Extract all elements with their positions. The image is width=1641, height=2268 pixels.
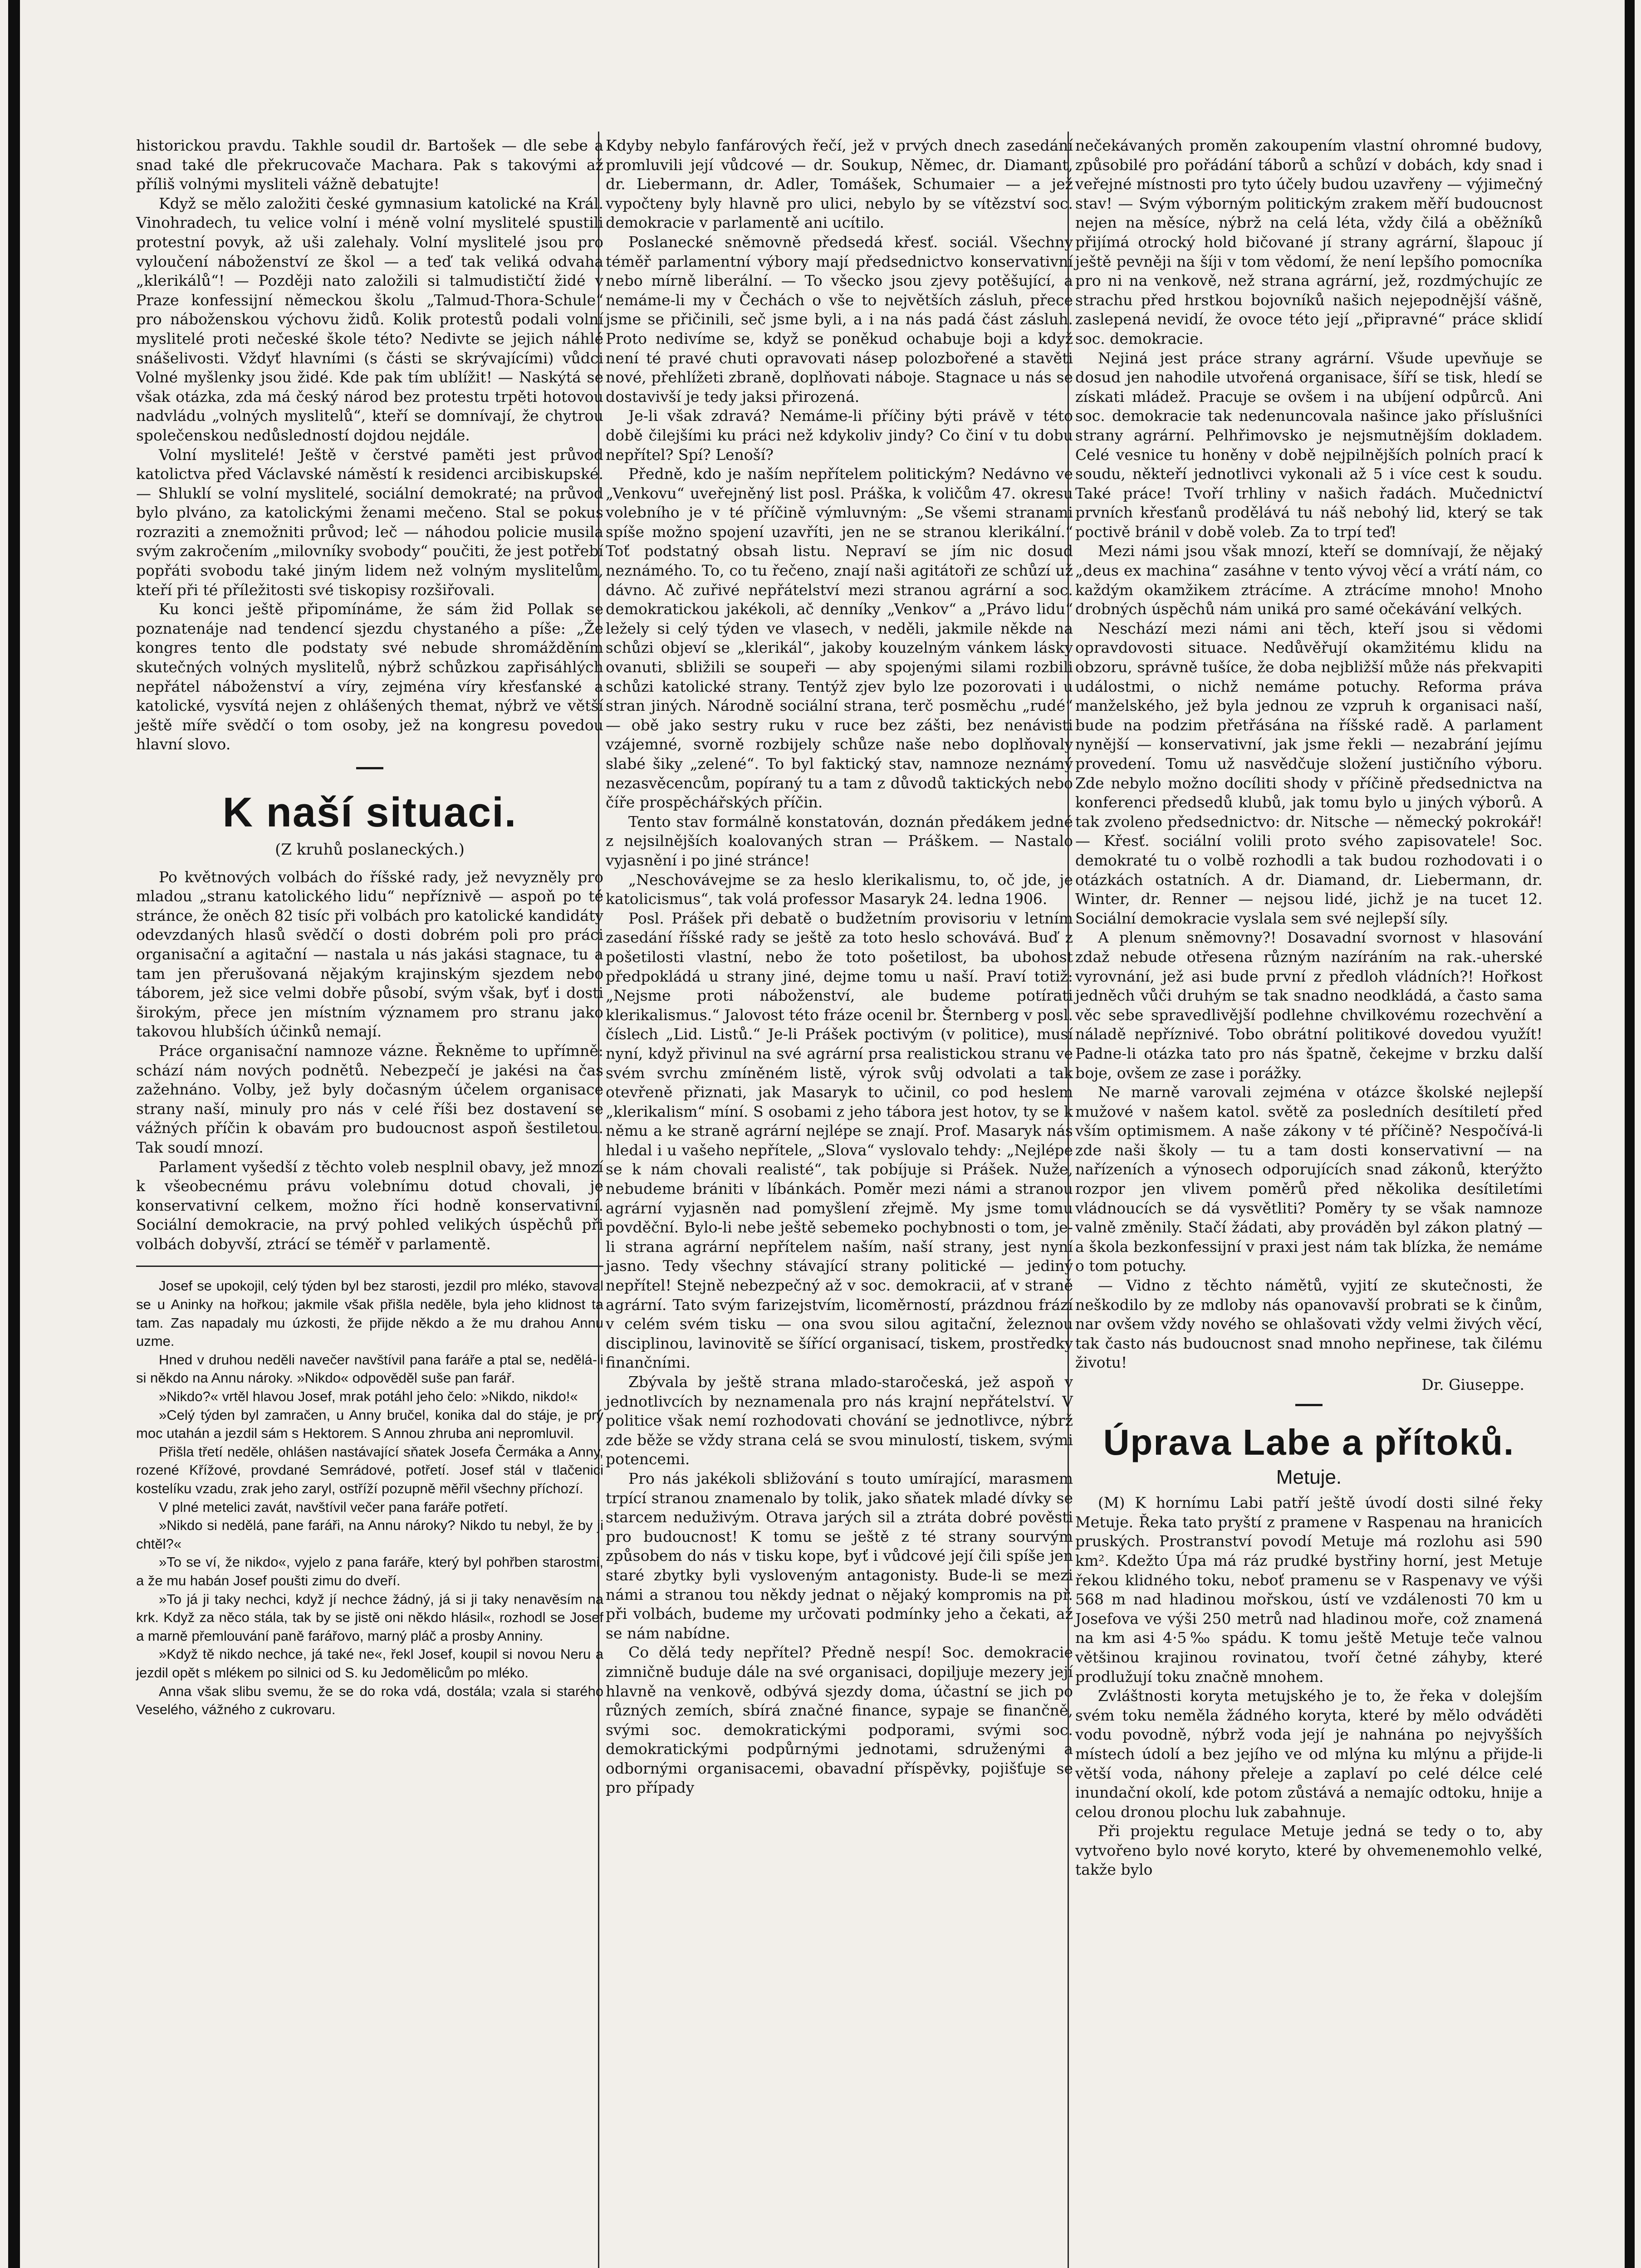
article-subheading: (Z kruhů poslaneckých.) bbox=[275, 841, 465, 859]
paragraph: Pro nás jakékoli sbližování s touto umírající, marasmem trpící stranou znamenalo by tolik, jako sňatek mladé dívky se starcem neduživým. Otrava jarých sil a ztráta dobré pověsti pro budoucnost! K tomu se ještě z té strany sourvým způsobem do nás v tisku kope, byť i vůdcové její čili spíše jen staré zbytky byli vysloveným antagonisty. Bude-li se mezi námi a stranou tou někdy jednat o nějaký kompromis na př. při volbách, budeme my určovati podmínky jeho a čekati, až se nám nabídne. bbox=[606, 1469, 1073, 1642]
paragraph: »To se ví, že nikdo«, vyjelo z pana faráře, který byl pohřben starostmi, a že mu habán Josef poušti zimu do dveří. bbox=[136, 1554, 603, 1589]
paragraph: Ne marně varovali zejména v otázce školské nejlepší mužové v našem katol. světě za posledních desítiletí před vším optimismem. A naše zákony v té příčině? Nespočívá-li zde naši školy — tu a tam dosti konservativní — na nařízeních a výnosech odporujících snad zákonů, kterýžto rozpor jen vlivem poměrů před několika desítiletími vládnoucích se dá vysvětliti? Poměry ty se však namnoze valně změnily. Stačí žádati, aby prováděn byl zákon platný — a škola bezkonfessijní v praxi jest nám tak blízka, že nemáme o tom potuchy. bbox=[1075, 1083, 1543, 1275]
paragraph: Parlament vyšedší z těchto voleb nesplnil obavy, jež mnozí k všeobecnému právu volebnímu dotud chovali, je konservativní celkem, možno říci hodně konservativní. Sociální demokracie, na prvý pohled velikých úspěchů při volbách dobyvší, ztrácí se téměř v parlamentě. bbox=[136, 1158, 603, 1253]
paragraph: Mezi námi jsou však mnozí, kteří se domnívají, že nějaký „deus ex machina“ zasáhne v tento vývoj věcí a vrátí nám, co každým okamžikem ztrácíme. A ztrácíme mnoho! Mnoho drobných úspěchů nám uniká pro samé očekávání velkých. bbox=[1075, 542, 1543, 618]
column-right bbox=[1075, 136, 1543, 1880]
paragraph: Zvláštnosti koryta metujského je to, že řeka v dolejším svém toku neměla žádného koryta, které by mělo odváděti vodu povodně, nýbrž voda její je nahnána po nejvyšších místech údolí a bez jejího ve od mlýna ku mlýnu a přijde-li větší voda, náhony přeleje a zaplaví po celé délce celé inundační okolí, kde potom zůstává a nemajíc odtoku, hnije a celou dronou plochu luk zabahnuje. bbox=[1075, 1687, 1543, 1821]
paragraph: (M) K hornímu Labi patří ještě úvodí dosti silné řeky Metuje. Řeka tato pryští z pramene v Raspenau na hranicích pruských. Prostranství povodí Metuje má rozlohu asi 590 km². Kdežto Úpa má ráz prudké bystřiny horní, jest Metuje řekou klidného toku, neboť pramenu se v Raspenavy ve výši 568 m nad hladinou mořskou, ústí ve vzdálenosti 70 km u Josefova ve výši 250 metrů nad hladinou moře, což znamená na km asi 4·5‰ spádu. K tomu ještě Metuje teče valnou většinou krajinou rovinatou, tvoří četné záhyby, které prodlužují toku značně mnohem. bbox=[1075, 1494, 1543, 1686]
paragraph: Hned v druhou neděli navečer navštívil pana faráře a ptal se, nedělá-li si někdo na Annu nároky. »Nikdo« odpověděl suše pan farář. bbox=[136, 1351, 603, 1386]
paragraph: »Nikdo?« vrtěl hlavou Josef, mrak potáhl jeho čelo: »Nikdo, nikdo!« bbox=[159, 1388, 578, 1405]
paragraph: Při projektu regulace Metuje jedná se tedy o to, aby vytvořeno bylo nové koryto, které by ohvemenemohlo velké, takže bylo bbox=[1075, 1822, 1543, 1879]
paragraph: Posl. Prášek při debatě o budžetním provisoriu v letním zasedání říšské rady se ještě za toto heslo schovává. Buď z pošetilosti vlastní, nebo že toto pošetilost, ba ubohost předpokládá u strany jiné, dejme tomu u naší. Praví totiž: „Nejsme proti náboženství, ale budeme potírati klerikalismus.“ Jalovost této fráze ocenil br. Šternberg v posl. číslech „Lid. Listů.“ Je-li Prášek poctivým (v politice), musí nyní, když přivinul na své agrární prsa realistickou stranu ve svém svrchu zmíněném listě, výrok svůj odvolati a tak otevřeně přiznati, jak Masaryk to učinil, co pod heslem „klerikalism“ míní. S osobami z jeho tábora jest hotov, ty se k němu a ke straně agrární nejlépe se znají. Prof. Masaryk nás hledal i u vašeho nepřítele, „Slova“ vyslovalo tehdy: „Nejlépe se k nám chovali realisté“, tak pobíjuje si Prášek. Nuže, nebudeme brániti v líbánkách. Poměr mezi námi a stranou agrární vyjasněn nad pomyšlení zřejmě. My jsme tomu povděční. Bylo-li nebe ještě sebemeko pochybnosti o tom, je-li strana agrární nepřítelem naším, naší strany, jest nyní jasno. Tedy všechny stávající strany politické — jediný nepřítel! Stejně nebezpečný až v soc. demokracii, ať v straně agrární. Tato svým farizejstvím, licoměrností, prázdnou frází v celém svém tisku — ona svou silou agitační, železnou disciplinou, lavinovitě se šířící organisací, tiskem, prostředky finančními. bbox=[606, 909, 1073, 1372]
paragraph: Tento stav formálně konstatován, doznán předákem jedné z nejsilnějších koalovaných stran — Práškem. — Nastalo vyjasnění i po jiné stránce! bbox=[606, 812, 1073, 869]
paragraph: »Když tě nikdo nechce, já také ne«, řekl Josef, koupil si novou Neru a jezdil opět s mlékem po silnici od S. ku Jedomělicům po mléko. bbox=[136, 1646, 603, 1681]
column-middle bbox=[606, 136, 1073, 1798]
paragraph: Práce organisační namnoze vázne. Řekněme to upřímně: schází nám nových podnětů. Nebezpečí je jakési na čas zažehnáno. Volby, jež byly dočasným účelem organisace strany naší, minuly pro nás v celé říši bez dostavení se vážných příčin k obavám pro budoucnost aspoň šestiletou. Tak soudí mnozí. bbox=[136, 1041, 603, 1156]
paragraph: nečekávaných proměn zakoupením vlastní ohromné budovy, způsobilé pro pořádání táborů a schůzí v dobách, kdy snad i veřejné místnosti pro tyto účely budou uzavřeny — výjimečný stav! — Svým výborným politickým zrakem měří budoucnost nejen na měsíce, nýbrž na celá léta, vždy čilá a oběžníků přijímá otrocký hold bičované jí strany agrární, šlapouc jí ještě pevněji na šíji v tom vědomí, že není lepšího pomocníka pro ni na venkově, než strana agrární, jež, rozdmýchujíc ze strachu před hrstkou bojovníků našich nejepodnější vášně, zaslepená nevidí, že ovoce této její „připravné“ práce sklidí soc. demokracie. bbox=[1075, 137, 1543, 347]
paragraph: Po květnových volbách do říšské rady, jež nevyzněly pro mladou „stranu katolického lidu“ nepříznivě — aspoň po té stránce, že oněch 82 tisíc při volbách pro katolické kandidáty odevzdaných hlasů svědčí o dosti dobrém poli pro práci organisační a agitační — nastala u nás jakási stagnace, tu a tam jen přerušovaná nějakým krajinským sjezdem nebo táborem, jež sice velmi dobře působí, svým však, byť i dosti širokým, přece jen místním významem pro stranu jako takovou hlubších účinků nemají. bbox=[136, 868, 603, 1041]
paragraph: „Neschovávejme se za heslo klerikalismu, to, oč jde, je katolicismus“, tak volá professor Masaryk 24. ledna 1906. bbox=[606, 870, 1073, 908]
right-border-rule bbox=[1625, 0, 1635, 2268]
paragraph: Poslanecké sněmovně předsedá křesť. sociál. Všechny téměř parlamentní výbory mají předsednictvo konservativní nebo mírně liberální. — To všecko jsou zjevy potěšující, a nemáme-li my v Čechách o vše to největších zásluh, přece jsme se přičinili, seč jsme byli, a i na nás padá část zásluh. Proto nedivíme se, když se poněkud ochabuje boji a když není té pravé chuti opravovati násep polozbořené a stavěti nové, přehlížeti zbraně, doplňovati náboje. Stagnace u nás se dostavivší je tedy jaksi přirozená. bbox=[606, 233, 1073, 406]
paragraph: »To já ji taky nechci, když jí nechce žádný, já si ji taky nenavěsím na krk. Když za něco stála, tak by se jistě oni někdo hlásil«, rozhodl se Josef a marně přemlouvání paně farářovo, marný pláč a prosby Anniny. bbox=[136, 1591, 603, 1644]
paragraph: »Nikdo si nedělá, pane faráři, na Annu nároky? Nikdo tu nebyl, že by ji chtěl?« bbox=[136, 1517, 603, 1552]
separator-dash bbox=[1295, 1404, 1323, 1406]
left-border-rule bbox=[8, 0, 20, 2268]
paragraph: — Vidno z těchto námětů, vyjití ze skutečnosti, že neškodilo by ze mdloby nás opanovavší probrati se k činům, nar ovšem vždy nového se ohlašovati vždy velmi živých věcí, tak často nás budoucnost snad mnoho nepřinese, tak čilému životu! bbox=[1075, 1276, 1543, 1372]
column-left bbox=[136, 136, 603, 1719]
separator-dash bbox=[356, 767, 383, 769]
article-headline: Úprava Labe a přítoků. bbox=[1103, 1422, 1515, 1462]
paragraph: A plenum sněmovny?! Dosavadní svornost v hlasování zdaž nebude otřesena různým nazíráním na rak.-uherské vyrovnání, jež asi bude první z předloh vládních?! Hořkost jedněch vůči druhým se tak snadno neodkládá, a často sama věc sebe spravedlivější podlehne chvilkovému rozechvění a náladě nepříznivé. Tobo obrátní politikové dovedou využít! Padne-li otázka tato pro nás špatně, čekejme v brzku další boje, ovšem ze zase i porážky. bbox=[1075, 929, 1543, 1082]
paragraph: Neschází mezi námi ani těch, kteří jsou si vědomi opravdovosti situace. Nedůvěřují okamžitému klidu na obzoru, správně tušíce, že doba nejbližší může nás překvapiti událostmi, o nichž nemáme potuchy. Reforma práva manželského, jež byla jednou ze vzpruh k organisaci naší, bude na podzim přetřásána na říšské radě. A parlament nynější — konservativní, jak jsme řekli — nezabrání jejímu provedení. Tomu už nasvědčuje složení justičního výboru. Zde nebylo možno docíliti shody v příčině předsednictva na konferenci předsedů klubů, jak tomu bylo u jiných výborů. A tak zvoleno předsednictvo: dr. Nitsche — německý pokrokář! — Křesť. sociální volili proto svého zapisovatele! Soc. demokraté tu o volbě rozhodli a tak budou rozhodovati i o otázkách ostatních. A dr. Diamand, dr. Liebermann, dr. Winter, dr. Renner — nejsou lidé, jichž je na tucet 12. Sociální demokracie vyslala sem své nejlepší síly. bbox=[1075, 619, 1543, 927]
paragraph: Anna však slibu svemu, že se do roka vdá, dostála; vzala si starého Veselého, vážného z cukrovaru. bbox=[136, 1683, 603, 1718]
serial-story bbox=[136, 1277, 603, 1719]
paragraph: historickou pravdu. Takhle soudil dr. Bartošek — dle sebe a snad také dle překrucovače Machara. Pak s takovými až příliš volnými mysliteli vážně debatujte! bbox=[136, 137, 603, 193]
paragraph: »Celý týden byl zamračen, u Anny bručel, konika dal do stáje, je prý moc utahán a jezdil sám s Hektorem. S Annou zhruba ani nepromluvil. bbox=[136, 1407, 603, 1442]
paragraph: Josef se upokojil, celý týden byl bez starosti, jezdil pro mléko, stavoval se u Aninky na hořkou; jakmile však přišla neděle, byla jeho klidnost ta tam. Zas napadaly mu úzkosti, že přijde někdo a že mu drahou Annu uzme. bbox=[136, 1278, 603, 1349]
paragraph: V plné metelici zavát, navštívil večer pana faráře potřetí. bbox=[159, 1499, 509, 1515]
paragraph: Volní myslitelé! Ještě v čerstvé paměti jest průvod katolictva před Václavské náměstí k residenci arcibiskupské. — Shluklí se volní myslitelé, sociální demokraté; na průvod bylo plváno, za katolickými ženami mečeno. Stal se pokus rozraziti a znemožniti průvod; leč — náhodou policie musila svým zakročením „milovníky svobody“ poučiti, že jest potřebí popřáti svobodu také jiným lidem než volným myslitelům, kteří při té příležitosti své tiskopisy rozšiřovali. bbox=[136, 445, 603, 599]
paragraph: Kdyby nebylo fanfárových řečí, jež v prvých dnech zasedání promluvili její vůdcové — dr. Soukup, Němec, dr. Diamant, dr. Liebermann, dr. Adler, Tomášek, Schumaier — a jež vypočteny byly hlavně pro ulici, nebylo by se vítězství soc. demokracie v parlamentě ani ucítilo. bbox=[606, 137, 1073, 232]
article-headline: K naší situaci. bbox=[222, 789, 517, 836]
paragraph: Je-li však zdravá? Nemáme-li příčiny býti právě v této době čilejšími ku práci než kdykoliv jindy? Co činí v tu dobu nepřítel? Spí? Lenoší? bbox=[606, 407, 1073, 464]
section-subtitle: Metuje. bbox=[1276, 1466, 1342, 1488]
story-divider bbox=[136, 1254, 603, 1267]
author-signature: Dr. Giuseppe. bbox=[1421, 1376, 1524, 1393]
paragraph: Nejiná jest práce strany agrární. Všude upevňuje se dosud jen nahodile utvořená organisace, šíří se tisk, hledí se získati mládež. Pracuje se ovšem i na ubíjení odpůrců. Ani soc. demokracie tak nedenuncovala našince jako příslušníci strany agrární. Pelhřimovsko je nejsmutnějším dokladem. Celé vesnice tu honěny v době nejpilnějších polních prací k soudu, někteří jednotlivci vykonali až 5 i více cest k soudu. Také práce! Tvoří trhliny v našich řadách. Mučednictví prvních křesťanů prodělává tu náš nebohý lid, který se tak poctivě bránil v době voleb. Za to trpí teď! bbox=[1075, 349, 1543, 541]
paragraph: Přišla třetí neděle, ohlášen nastávající sňatek Josefa Čermáka a Anny, rozené Křížové, provdané Semrádové, potřetí. Josef stál v tlačenici kostelíku vzadu, zrak jeho zaryl, ostříží pozupně měřil všechny příchozí. bbox=[136, 1443, 603, 1496]
paragraph: Předně, kdo je naším nepřítelem politickým? Nedávno ve „Venkovu“ uveřejněný list posl. Práška, k voličům 47. okresu volebního je v té příčině výmluvným: „Se všemi stranami spíše možno spojení uzavříti, jen ne se stranou klerikální.“ Toť podstatný obsah listu. Nepraví se jím nic dosud neznámého. To, co tu řečeno, znají naši agitátoři ze schůzí už dávno. Ač zuřivé nepřátelství mezi stranou agrární a soc. demokratickou jakékoli, ač denníky „Venkov“ a „Právo lidu“ ležely si celý týden ve vlasech, v neděli, jakmile někde na schůzi objeví se „klerikál“, jakoby kouzelným vánkem lásky ovanuti, sbližili se soupeři — aby spojenými silami rozbili schůzi katolické strany. Tentýž zjev bylo lze pozorovati i u stran jiných. Národně sociální strana, terč posměchu „rudé“ — obě jako sestry ruku v ruce bez zášti, bez nenávisti vzájemné, svorně rozbijely schůze naše nebo doplňovaly slabé šiky „zelené“. To byl faktický stav, namnoze neznámý nezasvěcencům, popíraný tu a tam z důvodů taktických nebo číře prospěchářských příčin. bbox=[606, 465, 1073, 811]
paragraph: Co dělá tedy nepřítel? Předně nespí! Soc. demokracie zimničně buduje dále na své organisaci, dopiljuje mezery její hlavně na venkově, odbývá sjezdy doma, účastní se jich po různých zemích, sbírá značné finance, sypaje se finančně, svými soc. demokratickými podporami, svými soc. demokratickými podpůrnými jednotami, sdruženými a odbornými organisacemi, obavadní příspěvky, pojišťuje se pro případy bbox=[606, 1643, 1073, 1797]
paragraph: Ku konci ještě připomínáme, že sám žid Pollak se poznatenáje nad tendencí sjezdu chystaného a píše: „Že kongres tento dle podstaty své nebude shromážděním skutečných volných myslitelů, nýbrž schůzkou zapřisáhlých nepřátel náboženství a víry, zejména víry křesťanské a katolické, vysvítá nejen z ohlášených themat, nýbrž ve větší ještě míře svědčí o tom osoby, jež na kongresu povedou hlavní slovo. bbox=[136, 600, 603, 753]
paragraph: Zbývala by ještě strana mlado-staročeská, jež aspoň v jednotlivcích by neznamenala pro nás krajní nepřátelství. V politice však nemí rozhodovati chování se jednotlivce, nýbrž zde běže se vždy strana celá se svou minulostí, tiskem, svými potencemi. bbox=[606, 1373, 1073, 1468]
paragraph: Když se mělo založiti české gymnasium katolické na Král. Vinohradech, tu velice volní i méně volní myslitelé spustili protestní povyk, až uši zalehaly. Volní myslitelé jsou pro vyloučení náboženství ze škol — a teď tak veliká odvaha „klerikálů“! — Později nato založili si talmudističtí židé v Praze konfessijní německou školu „Talmud-Thora-Schule“ pro náboženskou výchovu židů. Kolik protestů podali volní myslitelé proti nečeské škole této? Nedivte se jejich náhlé snášelivosti. Vždyť hlavními (s části se skrývajícími) vůdci Volné myšlenky jsou židé. Kde pak tím ublížit! — Naskýtá se však otázka, zda má český národ bez protestu trpěti hotovou nadvládu „volných myslitelů“, kteří se domnívají, že chytrou společenskou nedůsledností dojdou nejdále. bbox=[136, 194, 603, 444]
